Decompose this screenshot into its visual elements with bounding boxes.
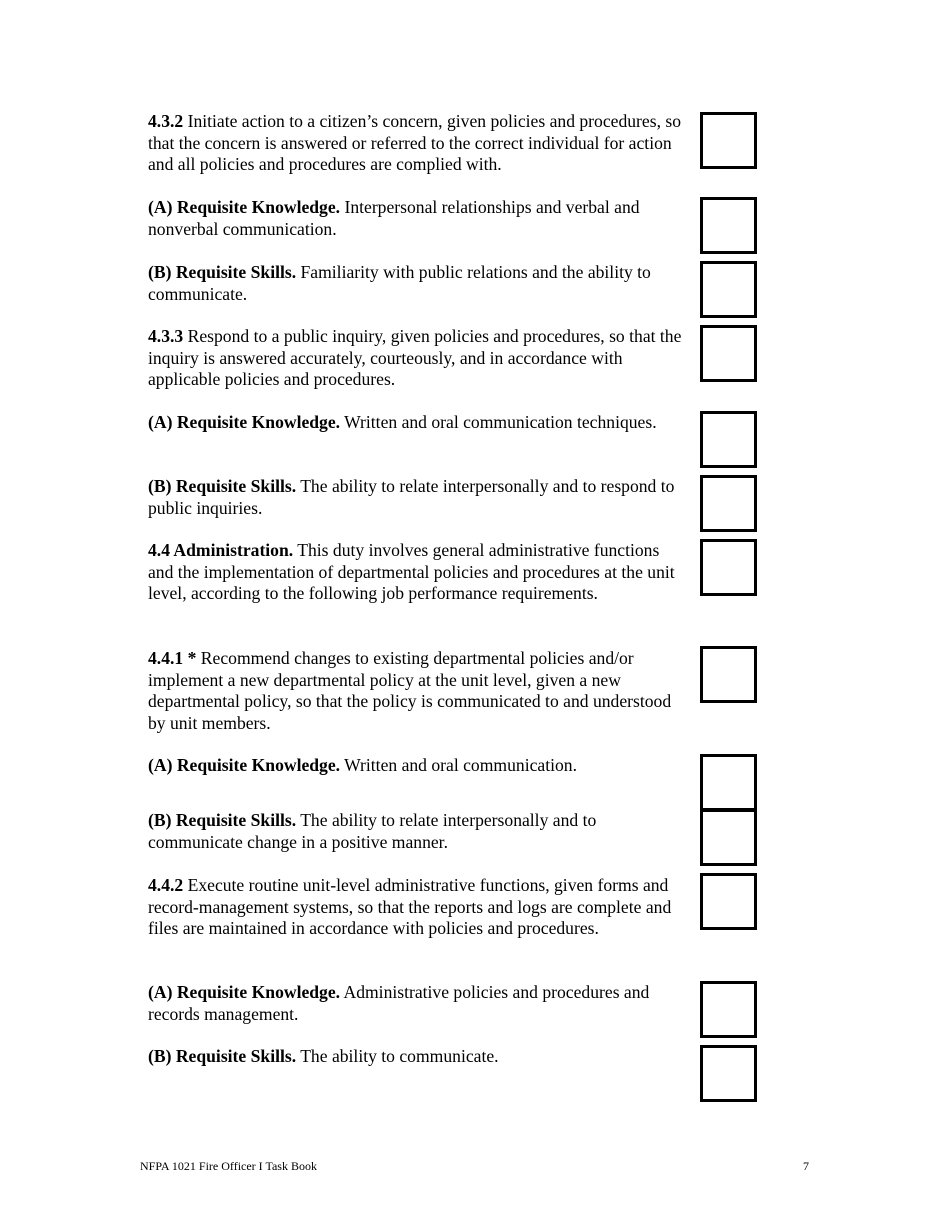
- item-lead: 4.4.2: [148, 875, 184, 895]
- item-lead: 4.3.3: [148, 326, 184, 346]
- item-lead: 4.4.1 *: [148, 648, 197, 668]
- item-text: Recommend changes to existing departmental policies and/or implement a new departmental policy at the unit level, given a new departmental policy, so that the policy is communicated to and understood by unit members.: [148, 648, 672, 733]
- item-4-4-2-skills: [148, 1046, 688, 1068]
- item-text: Written and oral communication techniques.: [340, 412, 657, 432]
- checkbox-4-4-2-skills[interactable]: [700, 1045, 757, 1102]
- item-text: The ability to communicate.: [296, 1046, 499, 1066]
- item-lead: 4.4 Administration.: [148, 540, 294, 560]
- item-text: Respond to a public inquiry, given policies and procedures, so that the inquiry is answered accurately, courteously, and in accordance with applicable policies and procedures.: [148, 326, 682, 389]
- item-4-3-2: [148, 111, 688, 176]
- item-text: Written and oral communication.: [340, 755, 577, 775]
- checkbox-4-3-3[interactable]: [700, 325, 757, 382]
- item-lead: (B) Requisite Skills.: [148, 1046, 297, 1066]
- checkbox-4-4-administration[interactable]: [700, 539, 757, 596]
- item-lead: (A) Requisite Knowledge.: [148, 982, 341, 1002]
- item-4-3-2-knowledge: [148, 197, 688, 240]
- item-lead: (B) Requisite Skills.: [148, 810, 297, 830]
- checkbox-4-3-2-skills[interactable]: [700, 261, 757, 318]
- item-lead: (B) Requisite Skills.: [148, 476, 297, 496]
- item-lead: (B) Requisite Skills.: [148, 262, 297, 282]
- item-lead: (A) Requisite Knowledge.: [148, 197, 341, 217]
- item-text: Initiate action to a citizen’s concern, given policies and procedures, so that the concern is answered or referred to the correct individual for action and all policies and procedures are complied with.: [148, 111, 682, 174]
- item-lead: (A) Requisite Knowledge.: [148, 412, 341, 432]
- item-4-4-1-skills: [148, 810, 688, 853]
- checkbox-4-4-1-knowledge[interactable]: [700, 754, 757, 811]
- item-4-4-administration: [148, 540, 688, 605]
- checkbox-4-4-1-skills[interactable]: [700, 809, 757, 866]
- item-text: Interpersonal relationships and verbal and nonverbal communication.: [148, 197, 640, 239]
- item-4-3-3: [148, 326, 688, 391]
- checkbox-4-4-2-knowledge[interactable]: [700, 981, 757, 1038]
- item-text: This duty involves general administrative functions and the implementation of departmental policies and procedures at the unit level, according to the following job performance requirements.: [148, 540, 675, 603]
- checkbox-4-3-2-knowledge[interactable]: [700, 197, 757, 254]
- item-text: Familiarity with public relations and the ability to communicate.: [148, 262, 651, 304]
- checkbox-4-4-2[interactable]: [700, 873, 757, 930]
- item-4-4-2-knowledge: [148, 982, 688, 1025]
- item-text: Execute routine unit-level administrative functions, given forms and record-management systems, so that the reports and logs are complete and files are maintained in accordance with policies and procedures.: [148, 875, 672, 938]
- item-text: The ability to relate interpersonally and to communicate change in a positive manner.: [148, 810, 597, 852]
- item-text: The ability to relate interpersonally and to respond to public inquiries.: [148, 476, 675, 518]
- checkbox-4-3-3-skills[interactable]: [700, 475, 757, 532]
- item-text: Administrative policies and procedures and records management.: [148, 982, 650, 1024]
- checkbox-4-4-1[interactable]: [700, 646, 757, 703]
- item-lead: 4.3.2: [148, 111, 184, 131]
- item-4-3-3-knowledge: [148, 412, 688, 434]
- item-4-3-3-skills: [148, 476, 688, 519]
- item-4-4-1-knowledge: [148, 755, 688, 777]
- item-4-4-1: [148, 648, 688, 734]
- item-4-4-2: [148, 875, 688, 940]
- footer-title: NFPA 1021 Fire Officer I Task Book: [140, 1159, 317, 1173]
- checkbox-4-3-3-knowledge[interactable]: [700, 411, 757, 468]
- checkbox-4-3-2[interactable]: [700, 112, 757, 169]
- page-number: 7: [803, 1159, 809, 1173]
- item-lead: (A) Requisite Knowledge.: [148, 755, 341, 775]
- item-4-3-2-skills: [148, 262, 688, 305]
